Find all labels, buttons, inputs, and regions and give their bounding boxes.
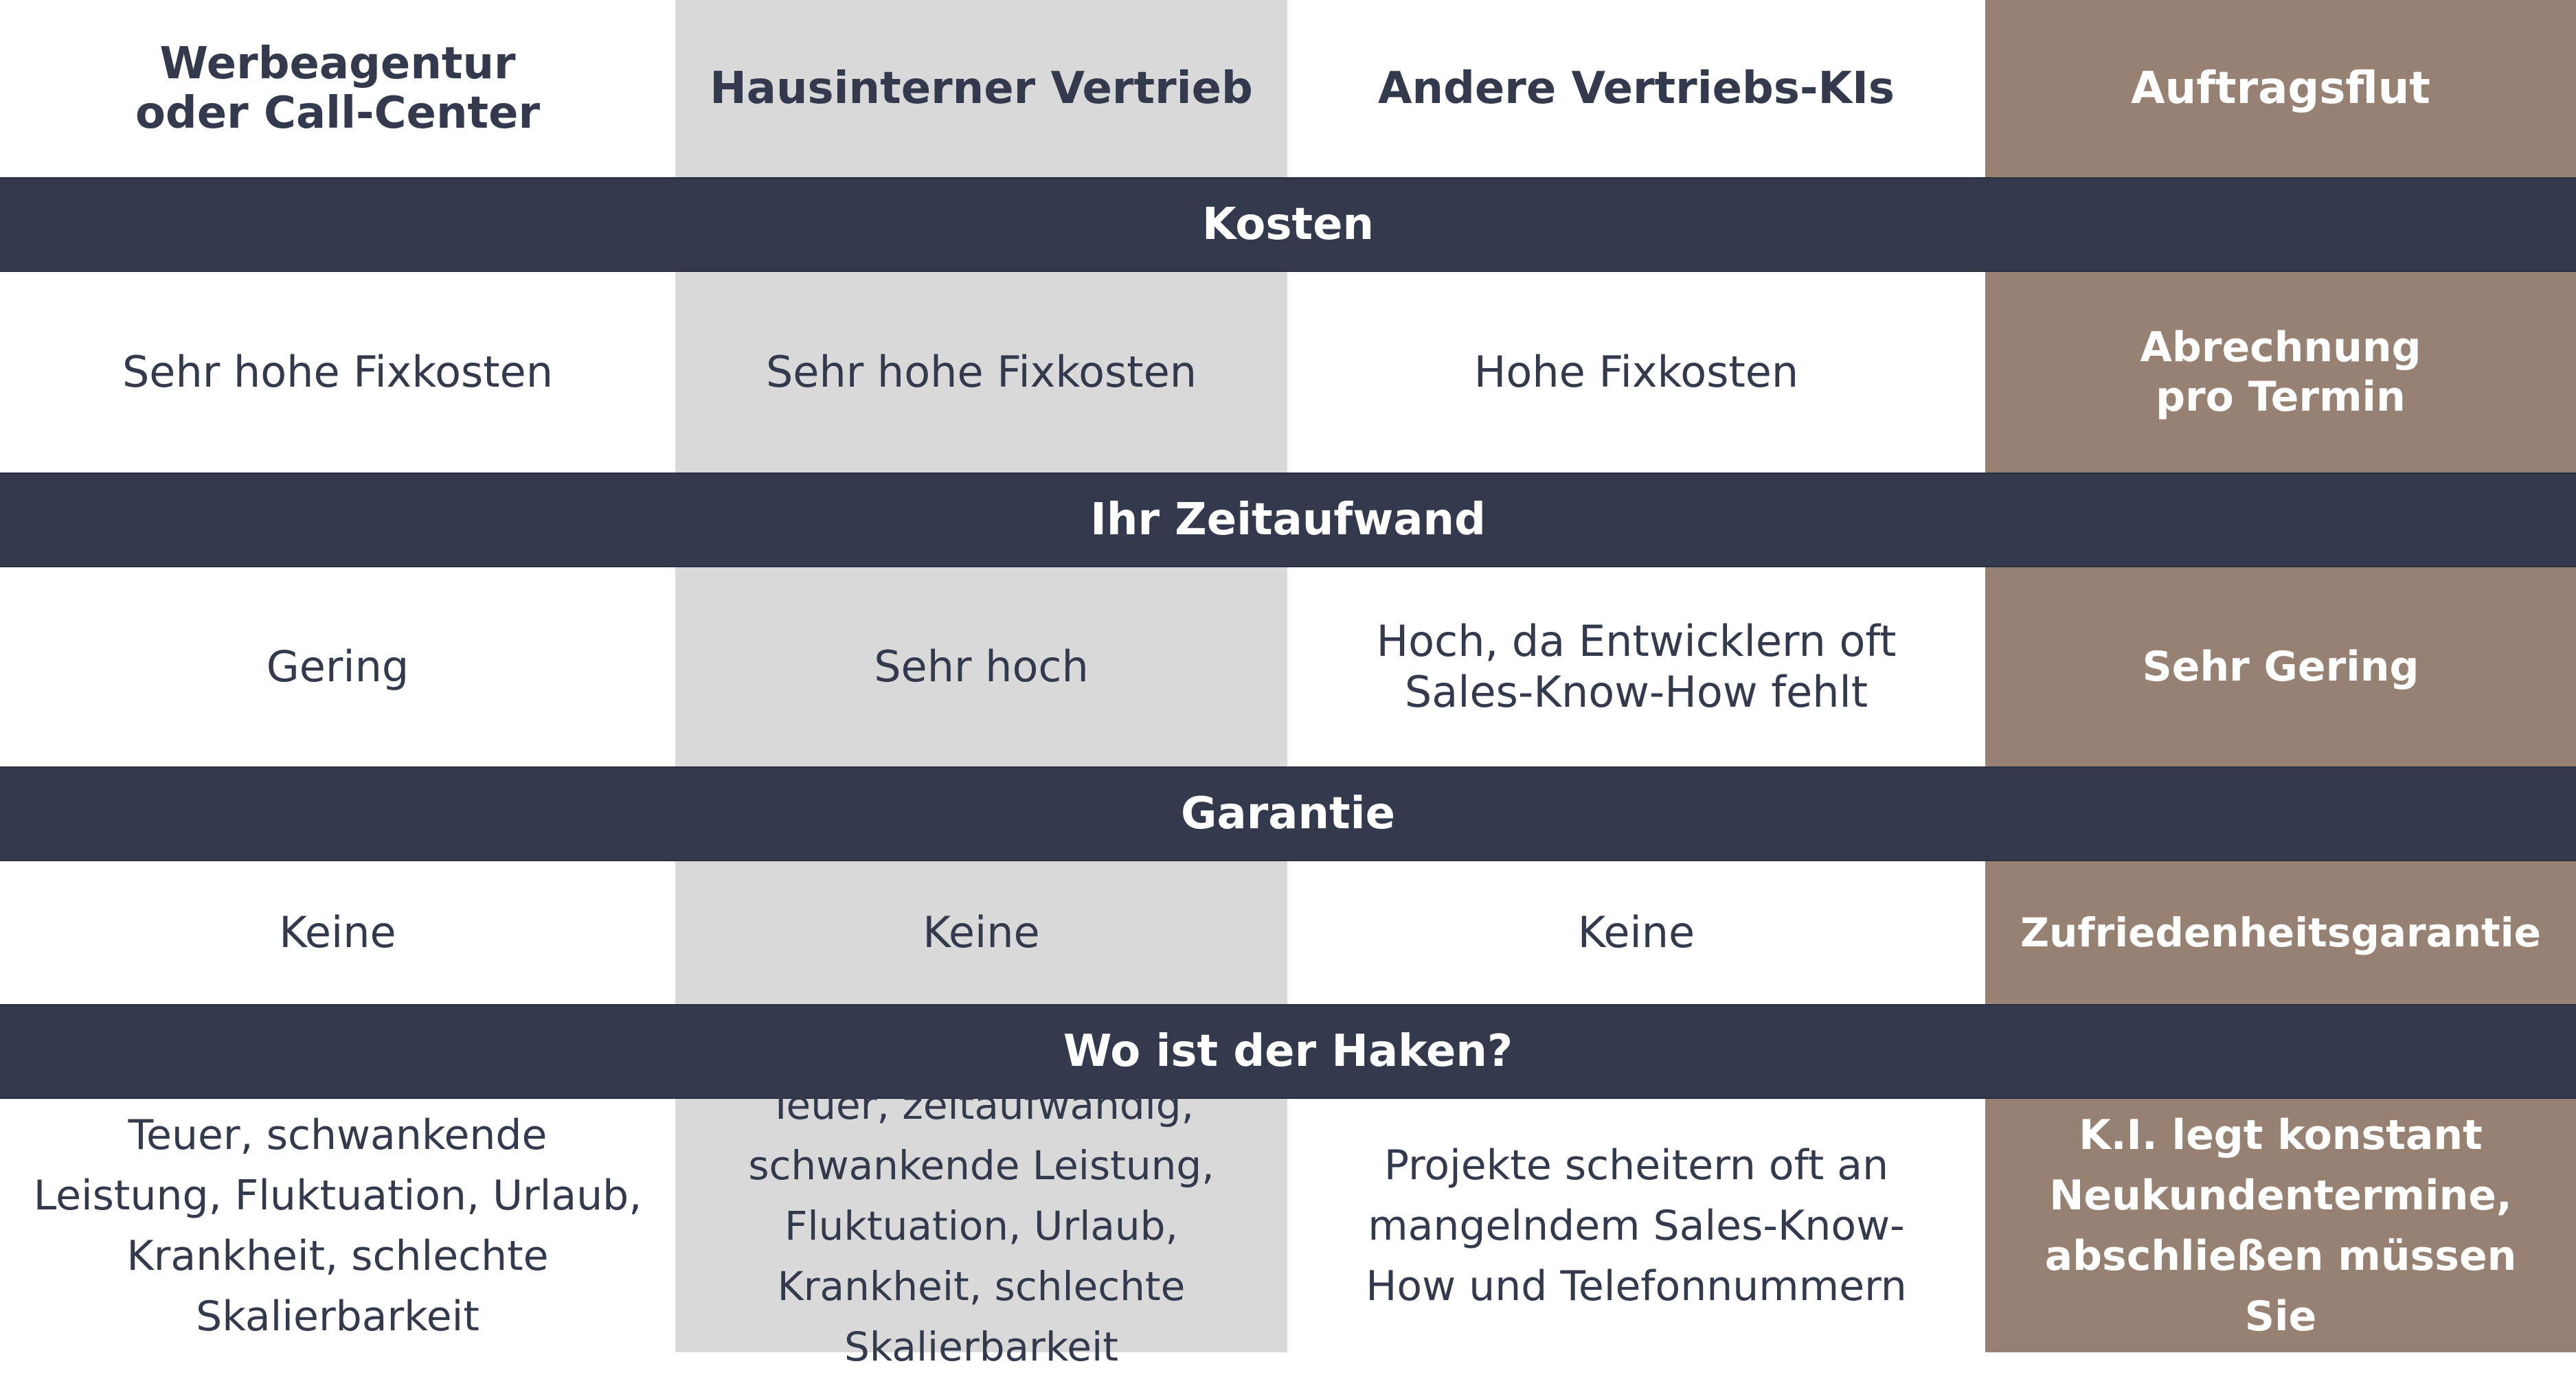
- column-header-werbeagentur: [0, 0, 675, 177]
- cell-text: Zufriedenheitsgarantie: [2020, 909, 2541, 956]
- section-band-zeitaufwand: [0, 473, 2576, 567]
- section-title: Kosten: [1201, 199, 1375, 250]
- column-header-andere-kis: [1287, 0, 1985, 177]
- column-header-auftragsflut: [1985, 0, 2576, 177]
- column-header-hausintern: [675, 0, 1287, 177]
- cell-zeitaufwand-hausintern: [675, 567, 1287, 766]
- column-header-label: Hausinterner Vertrieb: [710, 63, 1253, 114]
- cell-kosten-werbeagentur: [0, 272, 675, 473]
- cell-text: Sehr hoch: [874, 641, 1089, 692]
- cell-text: Sehr Gering: [2142, 643, 2419, 691]
- cell-kosten-andere-kis: [1287, 272, 1985, 473]
- row-kosten: [0, 272, 2576, 473]
- cell-haken-auftragsflut: [1985, 1099, 2576, 1352]
- cell-text: Keine: [923, 907, 1040, 957]
- section-band-kosten: [0, 177, 2576, 272]
- section-title: Ihr Zeitaufwand: [1090, 494, 1486, 545]
- cell-text: Sehr hohe Fixkosten: [122, 347, 554, 397]
- row-zeitaufwand: [0, 567, 2576, 766]
- section-band-garantie: [0, 766, 2576, 861]
- cell-text: K.I. legt konstant Neukundentermine, abschließen müssen Sie: [2044, 1111, 2517, 1341]
- cell-garantie-werbeagentur: [0, 861, 675, 1004]
- cell-zeitaufwand-werbeagentur: [0, 567, 675, 766]
- cell-garantie-auftragsflut: [1985, 861, 2576, 1004]
- cell-text: Keine: [279, 907, 396, 957]
- row-garantie: [0, 861, 2576, 1004]
- cell-haken-andere-kis: [1287, 1099, 1985, 1352]
- section-title: Garantie: [1181, 788, 1395, 839]
- cell-text: Teuer, schwankende Leistung, Fluktuation, Urlaub, Krankheit, schlechte Skalierbarkeit: [33, 1111, 642, 1341]
- section-title: Wo ist der Haken?: [1063, 1026, 1513, 1077]
- cell-text: Hoch, da Entwicklern oft Sales-Know-How fehlt: [1376, 616, 1897, 717]
- cell-text: Hohe Fixkosten: [1473, 347, 1799, 397]
- cell-text: Projekte scheitern oft an mangelndem Sales-Know-How und Telefonnummern: [1366, 1141, 1907, 1310]
- cell-text: Abrechnung pro Termin: [2140, 323, 2421, 421]
- cell-garantie-hausintern: [675, 861, 1287, 1004]
- column-header-label: Andere Vertriebs-KIs: [1377, 63, 1895, 114]
- header-row: [0, 0, 2576, 177]
- cell-haken-werbeagentur: [0, 1099, 675, 1352]
- cell-haken-hausintern: [675, 1081, 1287, 1370]
- row-haken: [0, 1081, 2576, 1370]
- cell-text: Gering: [266, 641, 409, 692]
- cell-zeitaufwand-auftragsflut: [1985, 567, 2576, 766]
- column-header-label: Werbeagentur oder Call-Center: [135, 38, 541, 139]
- cell-text: Sehr hohe Fixkosten: [765, 347, 1197, 397]
- cell-zeitaufwand-andere-kis: [1287, 567, 1985, 766]
- cell-text: Keine: [1577, 907, 1695, 957]
- cell-kosten-auftragsflut: [1985, 272, 2576, 473]
- column-header-label: Auftragsflut: [2131, 63, 2430, 114]
- cell-text: Teuer, zeitaufwändig, schwankende Leistung, Fluktuation, Urlaub, Krankheit, schlechte Skalierbarkeit: [748, 1081, 1214, 1370]
- cell-kosten-hausintern: [675, 272, 1287, 473]
- cell-garantie-andere-kis: [1287, 861, 1985, 1004]
- section-band-haken: [0, 1004, 2576, 1099]
